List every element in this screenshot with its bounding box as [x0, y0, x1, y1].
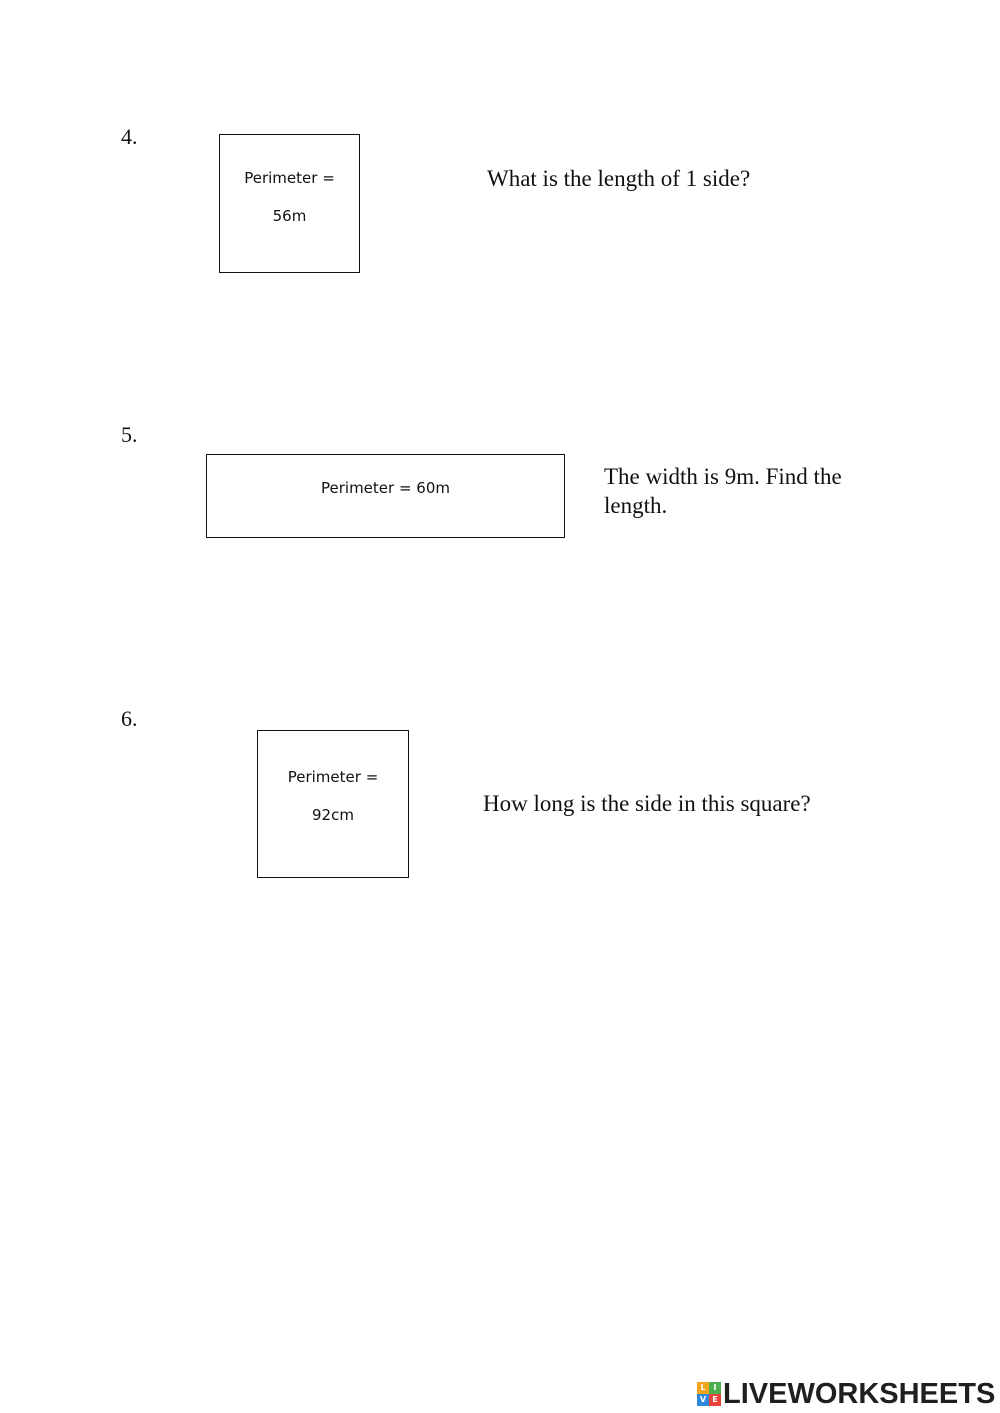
liveworksheets-logo	[697, 1378, 995, 1410]
logo-mark-letter-l: L	[697, 1382, 709, 1394]
question-number-4: 4.	[121, 124, 138, 149]
square-shape-q6	[257, 730, 409, 878]
perimeter-value-q6: 92cm	[312, 806, 354, 824]
question-prompt-q5-line-2: length.	[604, 493, 668, 518]
question-prompt-q6: How long is the side in this square?	[483, 791, 811, 816]
perimeter-label-q5: Perimeter = 60m	[321, 479, 450, 497]
square-shape-q4	[219, 134, 360, 273]
perimeter-label-q4: Perimeter =	[244, 169, 335, 187]
question-prompt-q5-line-1: The width is 9m. Find the	[604, 464, 842, 489]
logo-mark-icon	[697, 1382, 721, 1406]
logo-text: LIVEWORKSHEETS	[723, 1377, 996, 1410]
logo-mark-letter-e: E	[709, 1394, 721, 1406]
rectangle-shape-q5	[206, 454, 565, 538]
question-prompt-q4: What is the length of 1 side?	[487, 166, 751, 191]
logo-mark-letter-v: V	[697, 1394, 709, 1406]
perimeter-label-q6: Perimeter =	[287, 768, 379, 786]
logo-mark-letter-i: I	[709, 1382, 721, 1394]
question-number-5: 5.	[121, 422, 138, 447]
perimeter-value-q4: 56m	[272, 207, 307, 225]
question-number-6: 6.	[121, 706, 138, 731]
question-prompt-q5	[604, 462, 842, 520]
